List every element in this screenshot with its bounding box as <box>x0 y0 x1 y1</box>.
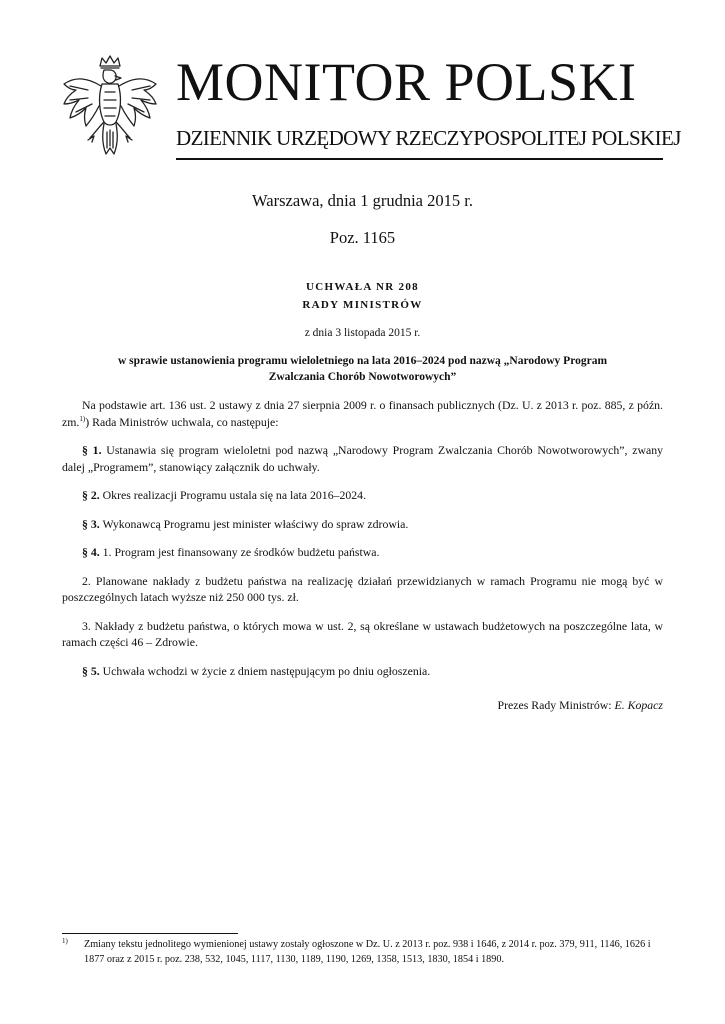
polish-eagle-emblem-icon <box>58 54 162 164</box>
footnote-mark: 1) <box>62 937 68 945</box>
paragraph-text: Uchwała wchodzi w życie z dniem następującym po dniu ogłoszenia. <box>99 663 431 678</box>
paragraph-mark: § 4. <box>82 545 100 559</box>
act-title <box>62 278 663 314</box>
paragraph-text: 2. Planowane nakłady z budżetu państwa na realizację działań przewidzianych w ramach Programu nie mogą być w poszczególnych latach wyższe niż 250 000 tys. zł. <box>62 573 663 604</box>
paragraph-1 <box>62 442 663 475</box>
act-subject <box>62 353 663 385</box>
paragraph-4-1 <box>62 544 663 561</box>
paragraph-text: 3. Nakłady z budżetu państwa, o których mowa w ust. 2, są określane w ustawach budżetowych na poszczególne lata, w ramach części 46 – Zdrowie. <box>62 618 663 649</box>
act-subject-line-2: Zwalczania Chorób Nowotworowych” <box>268 371 457 383</box>
act-body <box>62 397 663 691</box>
signature <box>498 697 663 713</box>
paragraph-text: Ustanawia się program wieloletni pod nazwą „Narodowy Program Zwalczania Chorób Nowotworowych”, zwany dalej „Programem”, stanowiący załącznik do uchwały. <box>62 443 663 474</box>
paragraph-mark: § 5. <box>82 663 100 678</box>
paragraph-5 <box>62 663 663 680</box>
paragraph-4-3 <box>62 618 663 651</box>
footnote-text: Zmiany tekstu jednolitego wymienionej ustawy zostały ogłoszone w Dz. U. z 2013 r. poz. 938 i 1646, z 2014 r. poz. 379, 911, 1146, 1626 i 1877 oraz z 2015 r. poz. 238, 532, 1045, 1117, 1130, 1189, 1190, 1269, 1358, 1513, 1830, 1854 i 1890. <box>84 939 651 965</box>
signature-role: Prezes Rady Ministrów: <box>497 698 615 712</box>
position-number: Poz. 1165 <box>329 228 396 247</box>
preamble-text-b: ) Rada Ministrów uchwala, co następuje: <box>85 414 279 429</box>
masthead-rule <box>176 158 663 160</box>
footnote <box>62 937 663 967</box>
preamble <box>62 397 663 430</box>
masthead-title: MONITOR POLSKI <box>176 52 637 112</box>
signature-name: E. Kopacz <box>614 698 663 712</box>
paragraph-mark: § 1. <box>82 443 102 457</box>
paragraph-text: Okres realizacji Programu ustala się na lata 2016–2024. <box>99 488 367 502</box>
act-title-line-2: RADY MINISTRÓW <box>302 299 423 311</box>
paragraph-text: 1. Program jest finansowany ze środków budżetu państwa. <box>99 545 380 559</box>
footnote-reference[interactable]: 1) <box>79 414 86 423</box>
preamble-text-a: Na podstawie art. 136 ust. 2 ustawy z dnia 27 sierpnia 2009 r. o finansach publicznych (Dz. U. z 2013 r. poz. 885, z późn. zm. <box>62 398 663 429</box>
paragraph-4-2 <box>62 573 663 606</box>
paragraph-text: Wykonawcą Programu jest minister właściwy do spraw zdrowia. <box>99 516 409 531</box>
act-date: z dnia 3 listopada 2015 r. <box>304 327 421 339</box>
paragraph-mark: § 2. <box>82 488 100 502</box>
paragraph-mark: § 3. <box>82 516 100 531</box>
act-subject-line-1: w sprawie ustanowienia programu wieloletniego na lata 2016–2024 pod nazwą „Narodowy Program <box>117 355 608 367</box>
paragraph-3 <box>62 516 663 533</box>
masthead-subtitle: DZIENNIK URZĘDOWY RZECZYPOSPOLITEJ POLSKIEJ <box>176 126 681 150</box>
footnote-rule <box>62 933 238 934</box>
dateline: Warszawa, dnia 1 grudnia 2015 r. <box>252 191 473 210</box>
paragraph-2 <box>62 487 663 504</box>
act-title-line-1: UCHWAŁA NR 208 <box>306 281 419 293</box>
